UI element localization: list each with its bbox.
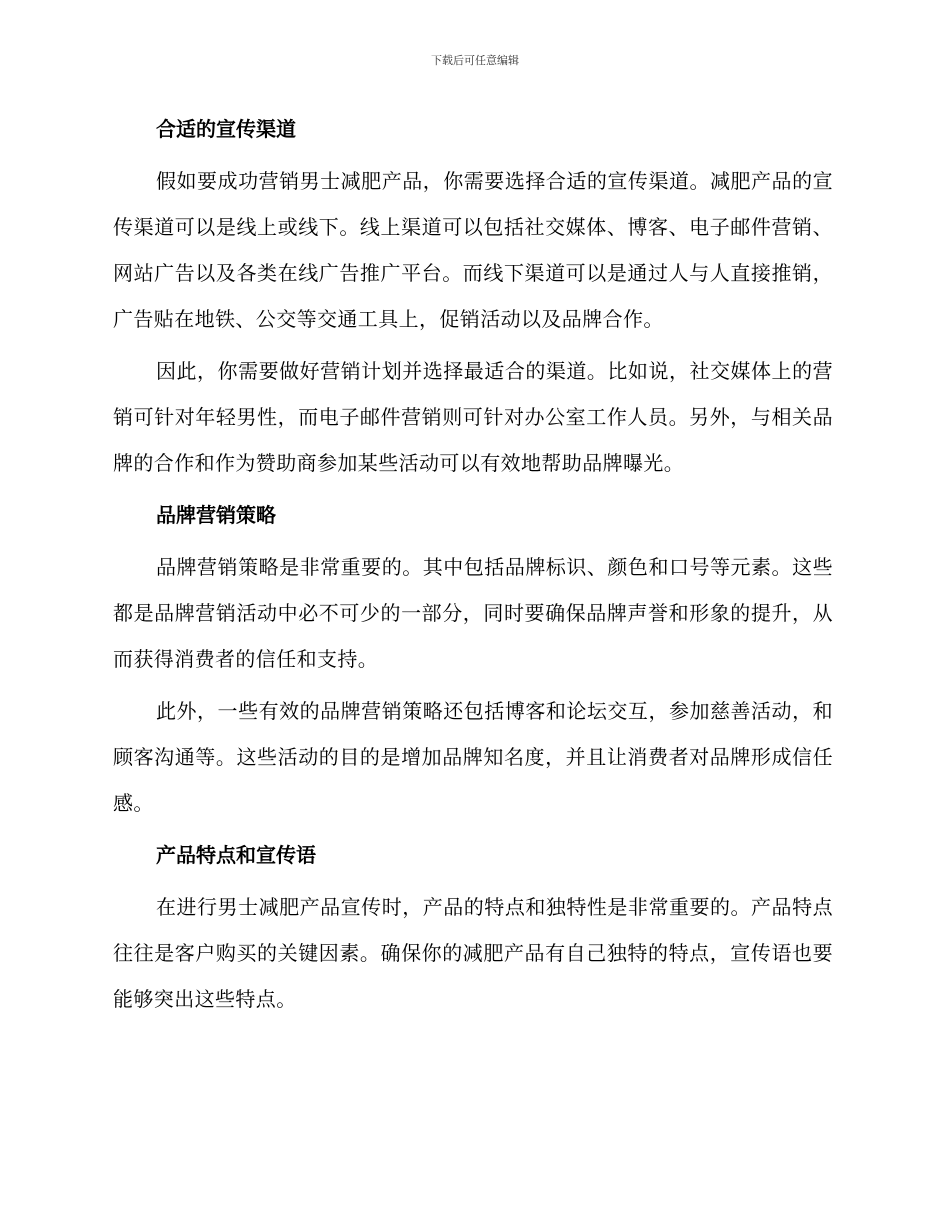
section-heading: 品牌营销策略 xyxy=(156,503,276,527)
section-brand-strategy xyxy=(113,492,833,826)
section-product-features xyxy=(113,832,833,1022)
paragraph: 因此，你需要做好营销计划并选择最适合的渠道。比如说，社交媒体上的营销可针对年轻男性，而电子邮件营销则可针对办公室工作人员。另外，与相关品牌的合作和作为赞助商参加某些活动可以有效地帮助品牌曝光。 xyxy=(113,359,833,475)
document-body xyxy=(113,106,833,1028)
section-promotion-channels xyxy=(113,106,833,486)
paragraph: 假如要成功营销男士减肥产品，你需要选择合适的宣传渠道。减肥产品的宣传渠道可以是线上或线下。线上渠道可以包括社交媒体、博客、电子邮件营销、网站广告以及各类在线广告推广平台。而线下渠道可以是通过人与人直接推销，广告贴在地铁、公交等交通工具上，促销活动以及品牌合作。 xyxy=(113,169,833,331)
paragraph: 在进行男士减肥产品宣传时，产品的特点和独特性是非常重要的。产品特点往往是客户购买的关键因素。确保你的减肥产品有自己独特的特点，宣传语也要能够突出这些特点。 xyxy=(113,895,833,1011)
page-header-note: 下载后可任意编辑 xyxy=(431,54,519,67)
section-heading: 产品特点和宣传语 xyxy=(156,843,316,867)
section-heading: 合适的宣传渠道 xyxy=(156,117,296,141)
paragraph: 此外，一些有效的品牌营销策略还包括博客和论坛交互，参加慈善活动，和顾客沟通等。这些活动的目的是增加品牌知名度，并且让消费者对品牌形成信任感。 xyxy=(113,699,833,815)
paragraph: 品牌营销策略是非常重要的。其中包括品牌标识、颜色和口号等元素。这些都是品牌营销活动中必不可少的一部分，同时要确保品牌声誉和形象的提升，从而获得消费者的信任和支持。 xyxy=(113,555,833,671)
